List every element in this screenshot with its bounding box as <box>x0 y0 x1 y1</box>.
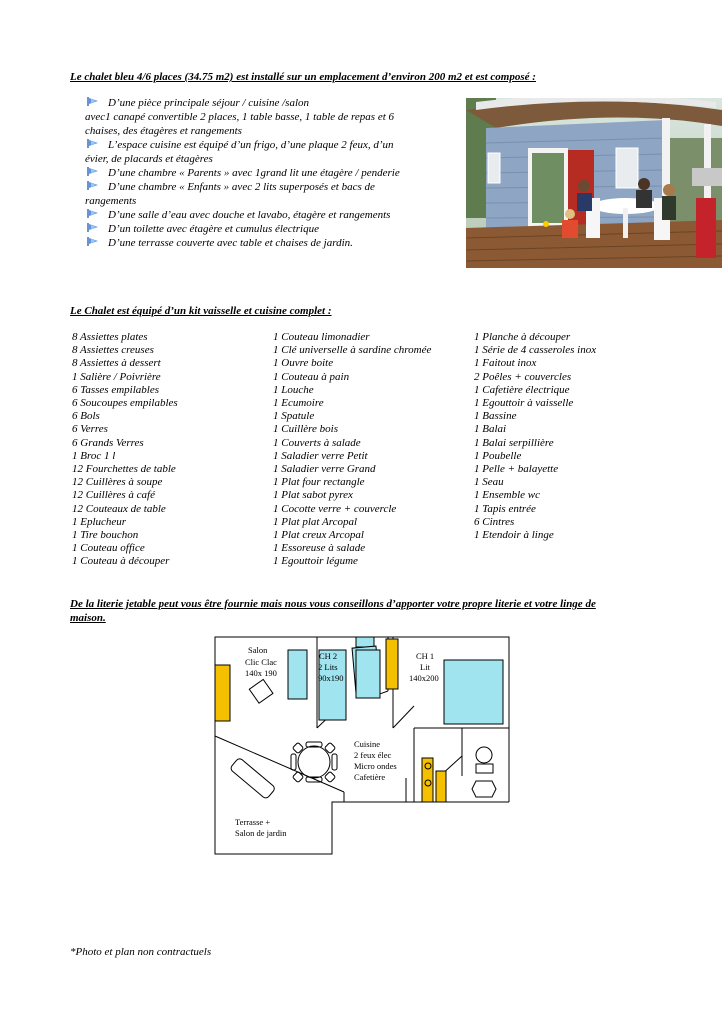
bullet-arrow-icon <box>87 208 100 219</box>
plan-label-ch2-1: CH 2 <box>319 651 338 661</box>
feature-text: chaises, des étagères et rangements <box>85 125 242 137</box>
chalet-photo <box>466 98 722 268</box>
plan-ch2-bed-2 <box>356 650 380 698</box>
plan-label-salon-3: 140x 190 <box>245 668 277 678</box>
plan-label-cuisine-1: Cuisine <box>354 739 380 749</box>
feature-text: L’espace cuisine est équipé d’un frigo, d’une plaque 2 feux, d’un <box>108 139 394 151</box>
feature-item <box>85 96 455 138</box>
kit-item: 8 Assiettes à dessert <box>72 357 161 370</box>
feature-text: évier, de placards et étagères <box>85 153 213 165</box>
kit-item: 1 Eplucheur <box>72 515 127 528</box>
kit-item: 12 Couteaux de table <box>72 502 166 515</box>
kit-item: 1 Couteau limonadier <box>273 331 370 343</box>
kit-item: 1 Balai <box>474 423 507 436</box>
feature-text: D’une chambre « Parents » avec 1grand lit une étagère / penderie <box>108 167 400 179</box>
plan-label-ch2-2: 2 Lits <box>318 662 338 672</box>
kit-item: 1 Plat four rectangle <box>273 476 365 489</box>
kit-item: 12 Fourchettes de table <box>72 463 176 476</box>
kit-item: 1 Essoreuse à salade <box>273 542 366 555</box>
plan-label-terrasse-2: Salon de jardin <box>235 828 287 838</box>
plan-label-ch2-3: 90x190 <box>318 673 344 683</box>
bullet-arrow-icon <box>87 222 100 233</box>
kit-item: 1 Poubelle <box>474 449 522 462</box>
bullet-arrow-icon <box>87 166 100 177</box>
kit-item: 1 Planche à découper <box>474 331 571 343</box>
plan-label-cuisine-2: 2 feux élec <box>354 750 392 760</box>
kit-item: 6 Bols <box>72 410 100 423</box>
kit-item: 1 Louche <box>273 383 314 396</box>
bullet-arrow-icon <box>87 236 100 247</box>
kit-item: 1 Couteau à pain <box>273 370 350 383</box>
kit-item: 6 Cintres <box>474 515 515 528</box>
feature-text: D’une salle d’eau avec douche et lavabo, étagère et rangements <box>108 209 391 221</box>
kit-item: 1 Broc 1 l <box>72 449 116 462</box>
feature-text: rangements <box>85 195 137 207</box>
kit-item: 1 Tire bouchon <box>72 529 139 542</box>
feature-text: D’une chambre « Enfants » avec 2 lits superposés et bacs de <box>108 181 375 193</box>
plan-ch1-bed <box>444 660 503 724</box>
kit-item: 6 Tasses empilables <box>72 383 159 396</box>
kit-item: 1 Plat plat Arcopal <box>273 515 358 528</box>
footer-note: *Photo et plan non contractuels <box>70 946 212 958</box>
feature-text: D’un toilette avec étagère et cumulus électrique <box>108 223 319 235</box>
plan-label-cuisine-4: Cafetière <box>354 772 386 782</box>
kit-item: 1 Egouttoir légume <box>273 555 358 568</box>
plan-storage-kitchen-2 <box>436 771 446 802</box>
kit-item: 1 Pelle + balayette <box>474 463 559 476</box>
kit-column-3 <box>474 331 596 542</box>
feature-text: D’une pièce principale séjour / cuisine /salon <box>108 97 310 109</box>
plan-label-ch1-1: CH 1 <box>416 651 435 661</box>
kit-item: 1 Couverts à salade <box>273 436 361 449</box>
kit-item: 1 Egouttoir à vaisselle <box>474 397 574 410</box>
feature-item <box>85 222 455 236</box>
kit-item: 1 Faitout inox <box>474 357 537 370</box>
kit-item: 1 Saladier verre Petit <box>273 449 368 462</box>
kit-column-1 <box>72 331 178 569</box>
plan-label-salon-1: Salon <box>248 645 268 655</box>
bullet-arrow-icon <box>87 96 100 107</box>
feature-item <box>85 180 455 208</box>
kit-item: 1 Ecumoire <box>273 397 324 410</box>
plan-label-ch1-2: Lit <box>420 662 430 672</box>
kit-item: 2 Poêles + couvercles <box>474 370 572 383</box>
plan-storage-ch2 <box>386 639 398 689</box>
kit-item: 1 Série de 4 casseroles inox <box>474 344 597 357</box>
kit-item: 6 Grands Verres <box>72 436 144 449</box>
plan-label-cuisine-3: Micro ondes <box>354 761 397 771</box>
feature-item <box>85 138 455 166</box>
kit-item: 1 Clé universelle à sardine chromée <box>273 344 432 357</box>
kit-item: 6 Verres <box>72 423 108 436</box>
feature-item <box>85 236 455 250</box>
plan-sofa <box>288 650 307 699</box>
floor-plan <box>214 636 510 855</box>
kit-item: 1 Couteau office <box>72 542 145 555</box>
kit-item: 12 Cuillères à soupe <box>72 476 163 489</box>
feature-item <box>85 208 455 222</box>
kit-item: 1 Ouvre boite <box>273 357 334 370</box>
kit-heading: Le Chalet est équipé d’un kit vaisselle et cuisine complet : <box>70 305 332 317</box>
linen-heading-line-2: maison. <box>70 612 106 624</box>
plan-label-salon-2: Clic Clac <box>245 657 277 667</box>
kit-item: 1 Salière / Poivrière <box>72 370 161 383</box>
plan-storage-salon <box>215 665 230 721</box>
plan-label-terrasse-1: Terrasse + <box>235 817 271 827</box>
feature-text: avec1 canapé convertible 2 places, 1 table basse, 1 table de repas et 6 <box>85 111 395 123</box>
kit-item: 1 Cuillère bois <box>273 423 338 436</box>
kit-column-2 <box>273 331 431 569</box>
kit-item: 1 Balai serpillière <box>474 436 554 449</box>
intro-heading: Le chalet bleu 4/6 places (34.75 m2) est installé sur un emplacement d’environ 200 m2 et est composé : <box>70 71 536 83</box>
bullet-arrow-icon <box>87 138 100 149</box>
kit-item: 6 Soucoupes empilables <box>72 397 178 410</box>
plan-label-ch1-3: 140x200 <box>409 673 439 683</box>
kit-item: 1 Spatule <box>273 410 315 423</box>
kit-item: 1 Bassine <box>474 410 517 423</box>
kit-item: 1 Cafetière électrique <box>474 383 570 396</box>
feature-item <box>85 166 455 180</box>
linen-heading-line-1: De la literie jetable peut vous être fournie mais nous vous conseillons d’apporter votre propre literie et votre linge de <box>70 598 596 610</box>
kit-item: 1 Seau <box>474 476 504 489</box>
kit-item: 1 Etendoir à linge <box>474 529 554 542</box>
kit-item: 1 Plat sabot pyrex <box>273 489 353 502</box>
kit-item: 1 Couteau à découper <box>72 555 170 568</box>
kit-item: 12 Cuillères à café <box>72 489 155 502</box>
features-list <box>85 96 455 250</box>
kit-item: 1 Plat creux Arcopal <box>273 529 364 542</box>
bullet-arrow-icon <box>87 180 100 191</box>
kit-item: 1 Cocotte verre + couvercle <box>273 502 397 515</box>
kit-item: 8 Assiettes plates <box>72 331 148 343</box>
kit-item: 1 Ensemble wc <box>474 489 540 502</box>
feature-text: D’une terrasse couverte avec table et chaises de jardin. <box>108 237 353 249</box>
kit-item: 1 Saladier verre Grand <box>273 463 376 476</box>
kit-item: 1 Tapis entrée <box>474 502 536 515</box>
kit-item: 8 Assiettes creuses <box>72 344 154 357</box>
